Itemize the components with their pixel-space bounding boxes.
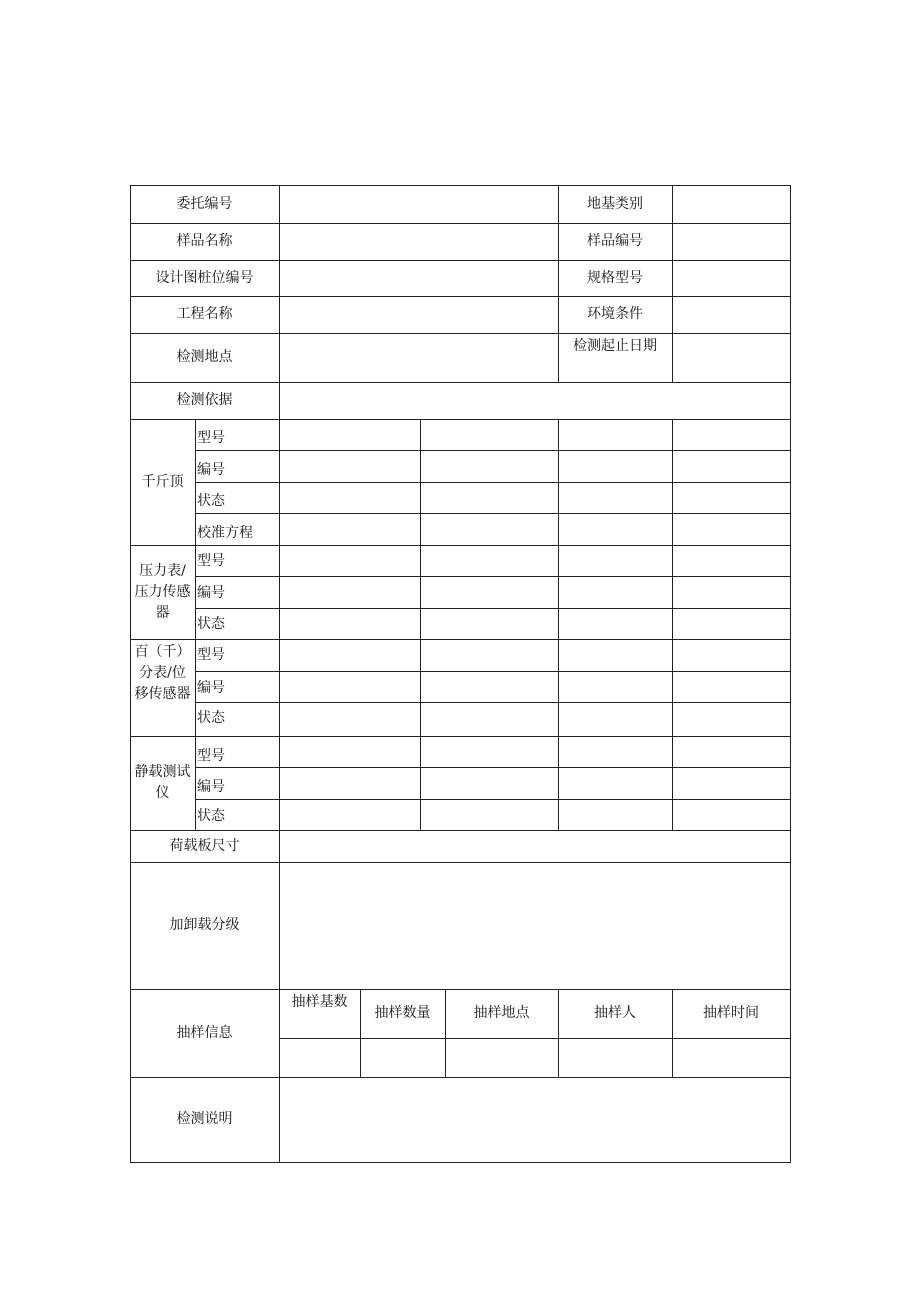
jack-status-label: 状态 (197, 493, 225, 509)
dial-model-label: 型号 (197, 647, 225, 663)
instrument-value-col-3[interactable] (559, 420, 672, 545)
pressure-serial-label: 编号 (197, 585, 225, 601)
static-tester-group-label (130, 736, 195, 830)
project-name-value[interactable] (280, 297, 558, 333)
dial-serial-label: 编号 (197, 680, 225, 696)
sampler-header: 抽样人 (594, 1005, 636, 1021)
foundation-type-value[interactable] (673, 186, 790, 223)
grid-line (130, 736, 791, 737)
sample-no-value[interactable] (673, 224, 790, 260)
test-basis-label: 检测依据 (176, 392, 233, 408)
grid-line (195, 671, 791, 672)
grid-line (195, 702, 791, 703)
environment-label: 环境条件 (587, 306, 643, 322)
commission-no-value[interactable] (280, 186, 558, 223)
pressure-status-label: 状态 (197, 616, 225, 632)
sampling-base-header: 抽样基数 (291, 994, 348, 1010)
grid-line (195, 576, 791, 577)
sample-name-label: 样品名称 (176, 233, 233, 249)
dial-gauge-group-label (130, 639, 195, 736)
jack-serial-label: 编号 (197, 462, 225, 478)
dial-gauge-name-line: 分表/位 (139, 665, 186, 681)
test-notes-label: 检测说明 (176, 1111, 233, 1127)
test-location-label: 检测地点 (176, 349, 233, 365)
load-plate-size-label: 荷载板尺寸 (169, 837, 240, 854)
test-record-form (130, 185, 791, 1163)
static-serial-label: 编号 (197, 779, 225, 795)
grid-line (195, 799, 791, 800)
sampling-time-value[interactable] (673, 1039, 790, 1077)
sampling-location-header: 抽样地点 (473, 1005, 530, 1021)
static-tester-name-line: 静载测试 (134, 764, 191, 780)
instrument-value-col-2[interactable] (421, 420, 558, 545)
jack-calibration-label: 校准方程 (197, 525, 253, 541)
spec-model-label: 规格型号 (587, 269, 643, 286)
test-location-value[interactable] (280, 334, 558, 382)
sampling-quantity-value[interactable] (361, 1039, 445, 1077)
sample-no-label: 样品编号 (587, 233, 643, 249)
static-status-label: 状态 (197, 808, 225, 824)
instrument-value-col-1[interactable] (280, 420, 420, 545)
grid-line (195, 608, 791, 609)
test-dates-value[interactable] (673, 334, 790, 382)
pressure-sensor-name-line: 压力传感 (134, 583, 191, 600)
load-levels-label: 加卸载分级 (169, 917, 240, 933)
pile-no-label: 设计图桩位编号 (155, 269, 254, 286)
grid-line (130, 1162, 791, 1163)
pressure-model-label: 型号 (197, 552, 225, 569)
foundation-type-label: 地基类别 (587, 195, 643, 212)
load-plate-size-value[interactable] (280, 831, 790, 862)
sampling-info-label: 抽样信息 (176, 1024, 233, 1041)
environment-value[interactable] (673, 297, 790, 333)
sampler-value[interactable] (559, 1039, 672, 1077)
sample-name-value[interactable] (280, 224, 558, 260)
jack-model-label: 型号 (197, 430, 225, 446)
test-dates-label: 检测起止日期 (573, 338, 657, 354)
grid-line (195, 767, 791, 768)
sampling-quantity-header: 抽样数量 (374, 1005, 431, 1021)
commission-no-label: 委托编号 (176, 195, 233, 212)
sampling-time-header: 抽样时间 (703, 1005, 759, 1021)
project-name-label: 工程名称 (176, 306, 233, 322)
pressure-sensor-name-line: 压力表/ (139, 562, 186, 579)
load-levels-value[interactable] (280, 863, 790, 989)
static-model-label: 型号 (197, 748, 225, 764)
pile-no-value[interactable] (280, 261, 558, 296)
sampling-location-value[interactable] (446, 1039, 558, 1077)
dial-gauge-name-line: 百（千） (134, 644, 191, 660)
spec-model-value[interactable] (673, 261, 790, 296)
grid-line (790, 185, 791, 1163)
dial-status-label: 状态 (197, 710, 225, 726)
dial-gauge-name-line: 移传感器 (134, 686, 191, 702)
test-notes-value[interactable] (280, 1078, 790, 1162)
instrument-value-col-4[interactable] (673, 420, 790, 545)
test-basis-value[interactable] (280, 383, 790, 419)
sampling-base-value[interactable] (280, 1039, 360, 1077)
static-tester-name-line: 仪 (155, 785, 170, 801)
pressure-sensor-group-label (130, 545, 195, 639)
jack-group-label: 千斤顶 (141, 473, 184, 490)
pressure-sensor-name-line: 器 (155, 604, 170, 621)
